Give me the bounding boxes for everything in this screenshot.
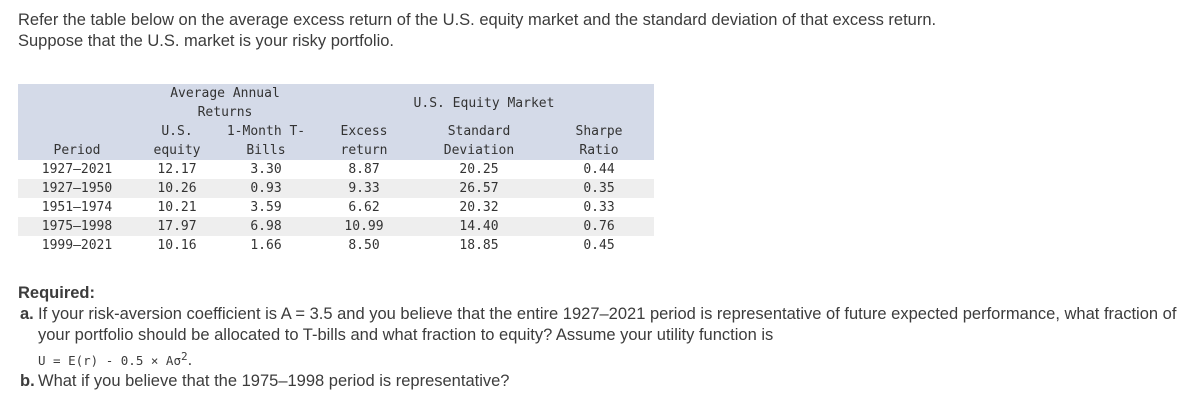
intro-line-1: Refer the table below on the average excess return of the U.S. equity market and the standard deviation of that excess return. [18, 11, 937, 29]
period-header: Period [18, 122, 136, 160]
intro-line-2: Suppose that the U.S. market is your risky portfolio. [18, 32, 394, 50]
table-row [18, 179, 654, 198]
question-b-label: b. [20, 372, 35, 391]
excess-cell: 9.33 [314, 179, 414, 198]
tbills-header: 1-Month T- Bills [218, 122, 314, 160]
tbill-cell: 3.30 [218, 160, 314, 179]
utility-formula: $U = E(r) - 0.5 \times A\sigma^2$ [38, 350, 188, 369]
std-cell: 20.32 [414, 198, 544, 217]
group-header-row [18, 84, 654, 122]
us-equity-market-header: U.S. Equity Market [314, 84, 654, 122]
required-section [18, 283, 1193, 392]
us-equity-header: U.S. equity [136, 122, 218, 160]
excess-cell: 6.62 [314, 198, 414, 217]
avg-annual-returns-header: Average Annual Returns [136, 84, 314, 122]
period-cell: 1951–1974 [18, 198, 136, 217]
std-cell: 14.40 [414, 217, 544, 236]
std-cell: 18.85 [414, 236, 544, 255]
equity-cell: 10.16 [136, 236, 218, 255]
period-cell: 1975–1998 [18, 217, 136, 236]
tbill-cell: 6.98 [218, 217, 314, 236]
column-header-row [18, 122, 654, 160]
equity-cell: 12.17 [136, 160, 218, 179]
tbill-cell: 1.66 [218, 236, 314, 255]
sharpe-cell: 0.45 [544, 236, 654, 255]
sharpe-cell: 0.35 [544, 179, 654, 198]
question-a: a. If your risk-aversion coefficient is A = 3.5 and you believe that the entire 1927–2021 period is representative of future expected performance, what fraction of your portfolio should be allocated to T-bills and what fraction to equity? Assume your utility function is $U = E(r) - 0.5 \times A\sigma^2$. [20, 305, 1177, 370]
equity-cell: 10.21 [136, 198, 218, 217]
question-b [18, 371, 1193, 392]
std-cell: 26.57 [414, 179, 544, 198]
sharpe-cell: 0.33 [544, 198, 654, 217]
period-cell: 1927–1950 [18, 179, 136, 198]
table-row [18, 236, 654, 255]
sharpe-ratio-header: Sharpe Ratio [544, 122, 654, 160]
period-cell: 1927–2021 [18, 160, 136, 179]
returns-table [18, 84, 654, 255]
excess-cell: 10.99 [314, 217, 414, 236]
equity-cell: 17.97 [136, 217, 218, 236]
excess-return-header: Excess return [314, 122, 414, 160]
std-cell: 20.25 [414, 160, 544, 179]
sharpe-cell: 0.44 [544, 160, 654, 179]
sharpe-cell: 0.76 [544, 217, 654, 236]
required-title: Required: [18, 284, 96, 302]
question-a-text: If your risk-aversion coefficient is A = 3.5 and you believe that the entire 1927–2021 period is representative of future expected performance, what fraction of your portfolio should be allocated to T-bills and what fraction to equity? Assume your utility function is [38, 305, 1177, 344]
std-deviation-header: Standard Deviation [414, 122, 544, 160]
period-cell: 1999–2021 [18, 236, 136, 255]
question-b-text: What if you believe that the 1975–1998 period is representative? [38, 372, 510, 391]
table-row [18, 217, 654, 236]
question-a-label: a. [20, 305, 34, 323]
tbill-cell: 0.93 [218, 179, 314, 198]
table-row [18, 198, 654, 217]
excess-cell: 8.87 [314, 160, 414, 179]
excess-cell: 8.50 [314, 236, 414, 255]
intro-text [18, 10, 1188, 52]
equity-cell: 10.26 [136, 179, 218, 198]
table-row [18, 160, 654, 179]
tbill-cell: 3.59 [218, 198, 314, 217]
